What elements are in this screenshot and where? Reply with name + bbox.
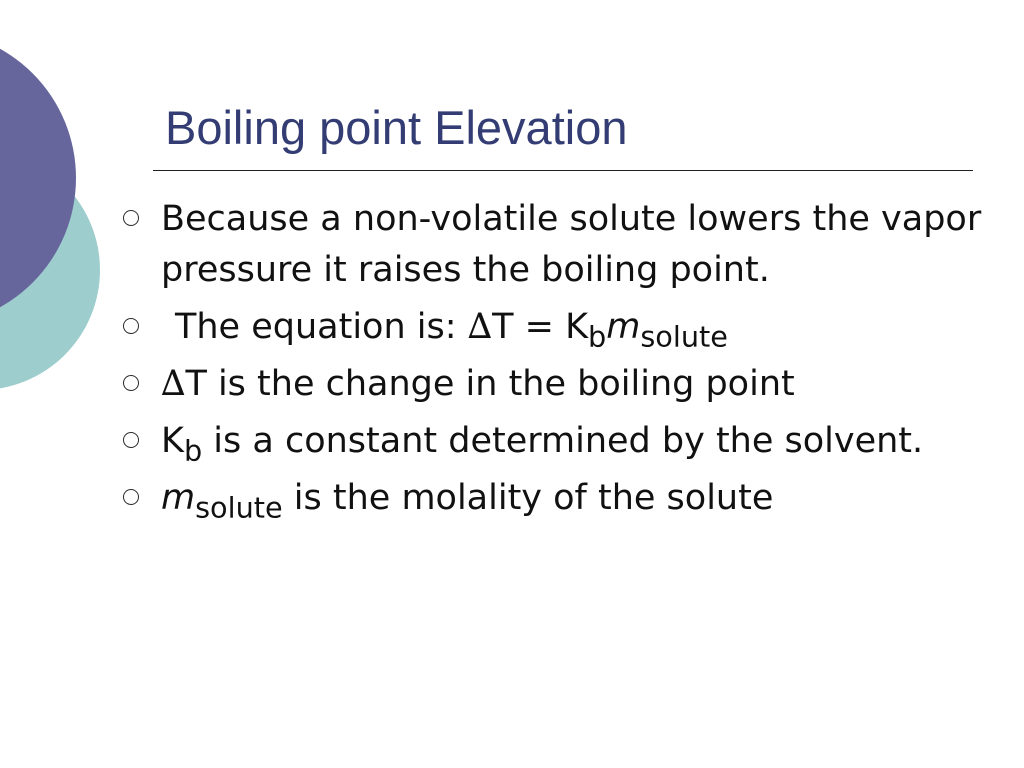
bullet-3-text: T is the change in the boiling point (185, 364, 795, 404)
slide-title: Boiling point Elevation (165, 101, 628, 154)
molality-symbol: m (161, 478, 196, 518)
equation-body: T = K (492, 307, 589, 347)
k-symbol: K (161, 421, 184, 461)
title-divider (153, 170, 973, 171)
solute-subscript: solute (640, 319, 728, 354)
bullet-5-text: is the molality of the solute (282, 478, 774, 518)
kb-subscript: b (183, 433, 203, 468)
bullet-item-1 (122, 194, 992, 296)
hollow-circle-bullet-icon (123, 318, 139, 334)
kb-subscript: b (588, 319, 607, 354)
hollow-circle-bullet-icon (123, 432, 139, 448)
bullet-item-3 (122, 359, 992, 410)
hollow-circle-bullet-icon (123, 375, 139, 391)
delta-symbol: ∆ (467, 307, 493, 347)
bullet-item-5 (122, 473, 992, 524)
delta-symbol: ∆ (161, 364, 186, 404)
bullet-1-text: Because a non-volatile solute lowers the vapor pressure it raises the boiling point. (161, 199, 982, 290)
bullet-4-text: is a constant determined by the solvent. (202, 421, 924, 461)
hollow-circle-bullet-icon (123, 210, 139, 226)
equation-prefix: The equation is: (175, 307, 468, 347)
molality-symbol: m (606, 307, 641, 347)
solute-subscript: solute (195, 490, 283, 525)
bullet-item-2 (122, 302, 992, 353)
hollow-circle-bullet-icon (123, 489, 139, 505)
bullet-list (122, 194, 992, 530)
bullet-item-4 (122, 416, 992, 467)
